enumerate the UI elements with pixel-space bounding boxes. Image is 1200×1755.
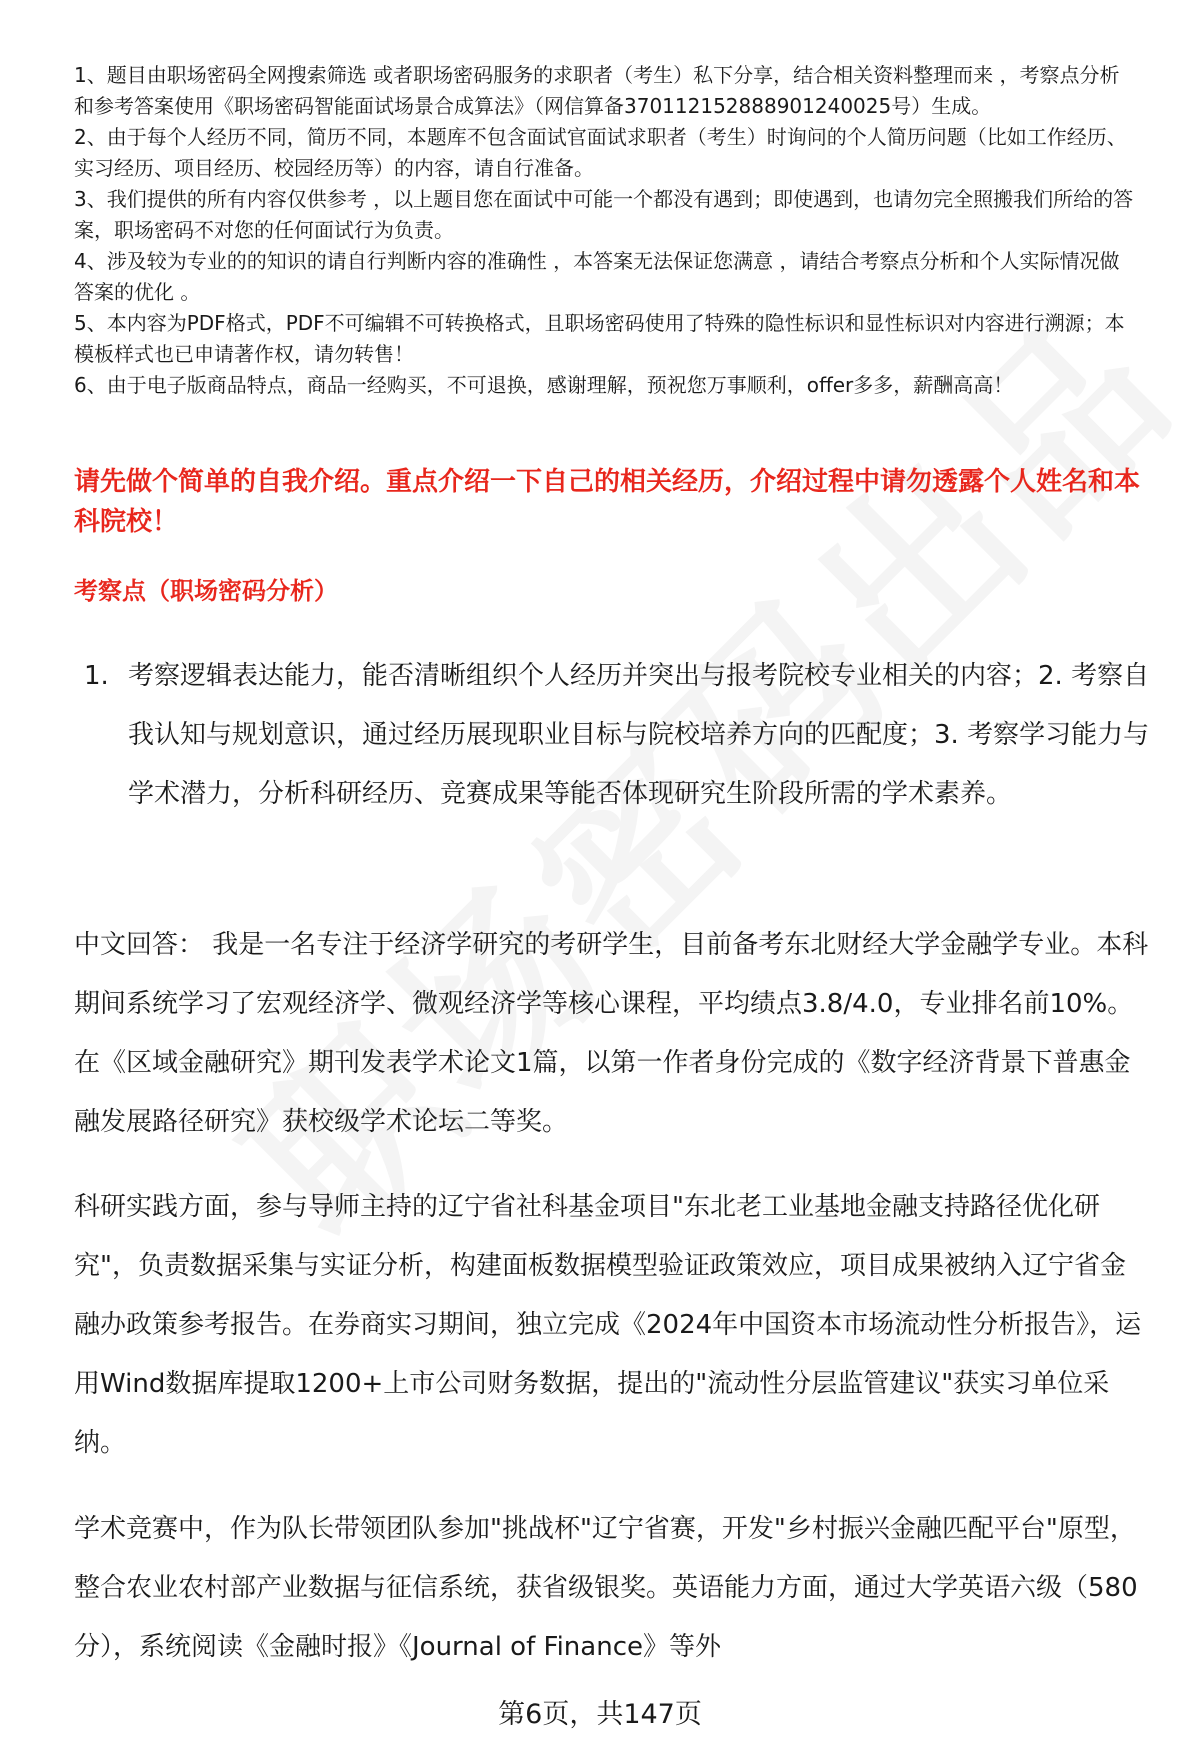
disclaimer-item: 4、涉及较为专业的的知识的请自行判断内容的准确性 ，本答案无法保证您满意 ，请结合考察点分析和个人实际情况做答案的优化 。 <box>74 249 1120 304</box>
disclaimer-item: 5、本内容为PDF格式，PDF不可编辑不可转换格式，且职场密码使用了特殊的隐性标识和显性标识对内容进行溯源；本模板样式也已申请著作权，请勿转售！ <box>74 311 1125 366</box>
answer-paragraph: 科研实践方面，参与导师主持的辽宁省社科基金项目"东北老工业基地金融支持路径优化研究"，负责数据采集与实证分析，构建面板数据模型验证政策效应，项目成果被纳入辽宁省金融办政策参考报告。在券商实习期间，独立完成《2024年中国资本市场流动性分析报告》，运用Wind数据库提取1200+上市公司财务数据，提出的"流动性分层监管建议"获实习单位采纳。 <box>74 1192 1142 1458</box>
analysis-number: 1. <box>84 661 109 691</box>
interview-question: 请先做个简单的自我介绍。重点介绍一下自己的相关经历，介绍过程中请勿透露个人姓名和本科院校！ <box>74 467 1141 537</box>
analysis-points <box>84 647 1154 824</box>
disclaimer-item: 1、题目由职场密码全网搜索筛选 或者职场密码服务的求职者（考生）私下分享，结合相关资料整理而来 ，考察点分析和参考答案使用《职场密码智能面试场景合成算法》（网信算备370112152888901240025号）生成。 <box>74 63 1120 118</box>
disclaimer-item: 3、我们提供的所有内容仅供参考 ，以上题目您在面试中可能一个都没有遇到；即使遇到，也请勿完全照搬我们所给的答案，职场密码不对您的任何面试行为负责。 <box>74 187 1134 242</box>
disclaimer-item: 6、由于电子版商品特点，商品一经购买，不可退换，感谢理解，预祝您万事顺利，offer多多，薪酬高高！ <box>74 373 1014 397</box>
answer-paragraph: 学术竞赛中，作为队长带领团队参加"挑战杯"辽宁省赛，开发"乡村振兴金融匹配平台"原型，整合农业农村部产业数据与征信系统，获省级银奖。英语能力方面，通过大学英语六级（580分），系统阅读《金融时报》《Journal of Finance》等外 <box>74 1514 1138 1662</box>
disclaimer-item: 2、由于每个人经历不同，简历不同，本题库不包含面试官面试求职者（考生）时询问的个人简历问题（比如工作经历、实习经历、项目经历、校园经历等）的内容，请自行准备。 <box>74 125 1127 180</box>
analysis-title: 考察点（职场密码分析） <box>74 577 338 605</box>
analysis-text: 考察逻辑表达能力，能否清晰组织个人经历并突出与报考院校专业相关的内容；2. 考察自我认知与规划意识，通过经历展现职业目标与院校培养方向的匹配度；3. 考察学习能力与学术潜力，分析科研经历、竞赛成果等能否体现研究生阶段所需的学术素养。 <box>128 661 1150 809</box>
answer-paragraph: 中文回答： 我是一名专注于经济学研究的考研学生，目前备考东北财经大学金融学专业。本科期间系统学习了宏观经济学、微观经济学等核心课程，平均绩点3.8/4.0，专业排名前10%。在《区域金融研究》期刊发表学术论文1篇，以第一作者身份完成的《数字经济背景下普惠金融发展路径研究》获校级学术论坛二等奖。 <box>74 930 1149 1137</box>
disclaimer-block <box>74 60 1134 401</box>
page-number: 第6页，共147页 <box>498 1699 702 1730</box>
